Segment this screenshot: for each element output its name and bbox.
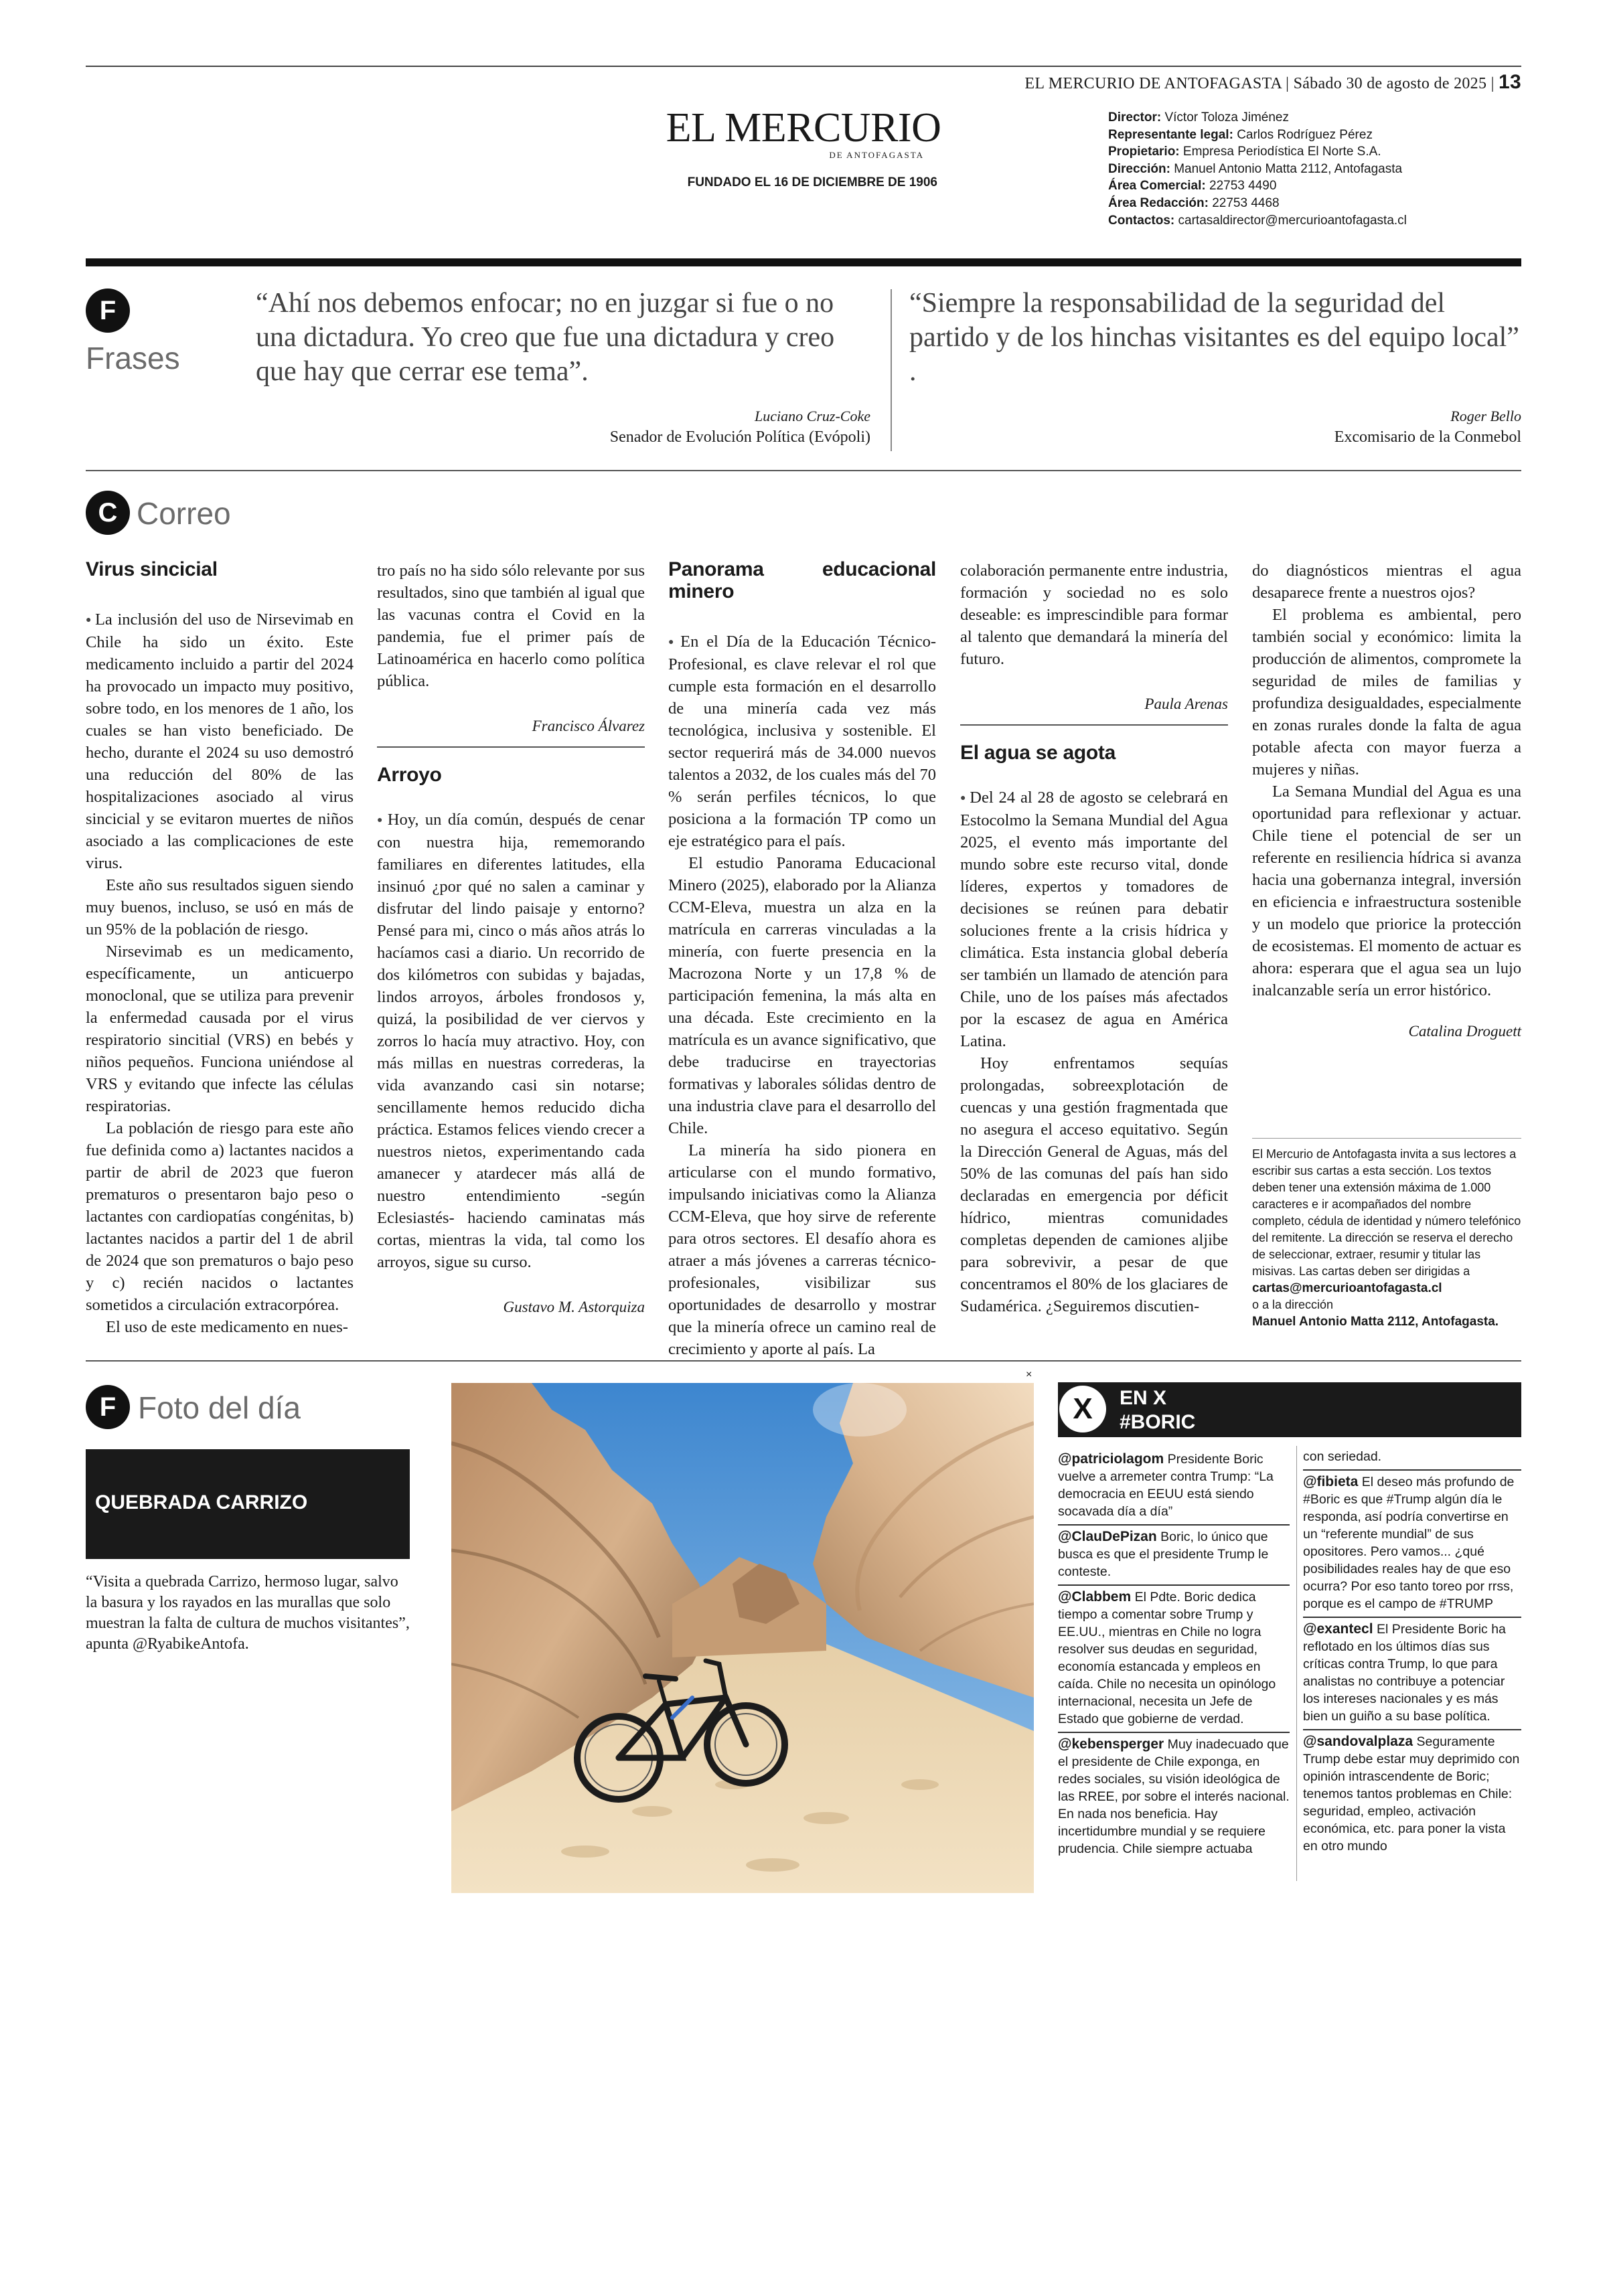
credit-line: Área Comercial: 22753 4490 (1108, 179, 1277, 193)
masthead (629, 107, 978, 190)
credit-line: Director: Víctor Toloza Jiménez (1108, 110, 1289, 125)
tweet (1058, 1732, 1290, 1858)
letter-paragraph: Este año sus resultados siguen siendo muy buenos, incluso, se usó en más de un 95% de la población de riesgo. (86, 876, 354, 938)
tweet-user[interactable]: @ClauDePizan (1058, 1529, 1157, 1544)
tweet-user[interactable]: @patriciolagom (1058, 1451, 1164, 1467)
letter-heading: El agua se agota (960, 742, 1116, 764)
tweet (1058, 1584, 1290, 1728)
folio-text: EL MERCURIO DE ANTOFAGASTA | Sábado 30 de agosto de 2025 | (1024, 75, 1495, 92)
correo-title: Correo (137, 496, 231, 531)
letter-paragraph: Hoy enfrentamos sequías prolongadas, sobreexplotación de cuencas y una gestión fragmentada que no asegura el acceso equitativo. Según la Dirección General de Aguas, más del 50% de las comunas del país han sido declaradas en emergencia por déficit hídrico, mientras comunidades completas dependen de camiones aljibe para sobrevivir, a pesar de que concentramos el 80% de los glaciares de Sudamérica. ¿Seguiremos discutien- (960, 1054, 1228, 1315)
letter-paragraph: El estudio Panorama Educacional Minero (2025), elaborado por la Alianza CCM-Eleva, muestra un alza en la matrícula en carreras vinculadas a la minería, con fuerte presencia en la Macrozona Norte y un 17,8 % de participación femenina, la más alta en una década. Este crecimiento en la matrícula es un avance significativo, que debe traducirse en trayectorias formativas y laborales sólidas dentro de una industria clave para el desarrollo del Chile. (668, 854, 937, 1137)
letter-paragraph: ● Hoy, un día común, después de cenar con nuestra hija, rememorando familiares en diferentes latitudes, ella insinuó ¿por qué no salen a caminar y disfrutar del lindo paisaje y entorno? Pensé para mi, cinco o más años atrás lo hacíamos casi a diario. Un recorrido de dos kilómetros con subidas y bajadas, lindos arroyos, árboles frondosos y, quizá, la posibilidad de ver ciervos y zorros lo hacía muy atractivo. Hoy, con más millas en nuestras correderas, la vida avanzando casi sin notarse; sencillamente hemos reducido dicha práctica. Estamos felices viendo crecer a nuestros nietos, experimentando cada amanecer y atardecer más allá de nuestro entendimiento -según Eclesiastés- haciendo caminatas más cortas, mientras la vida, tal como los arroyos, sigue su curso. (377, 809, 645, 1273)
letters-invitation (1252, 1146, 1521, 1330)
tweets-column-1 (1058, 1448, 1290, 1858)
letter-paragraph: La población de riesgo para este año fue definida como a) lactantes nacidos a partir de abril de 2023 que fueron prematuros o presentaron bajo peso o lactantes con cardiopatías congénitas, b) lactantes nacidos a partir del 1 de abril de 2024 que son prematuros o bajo peso y c) recién nacidos o lactantes sometidos a circulación extracorpórea. (86, 1119, 354, 1314)
tweet-text: Presidente Boric vuelve a arremeter contra Trump: “La democracia en EEUU está siendo socavada día a día” (1058, 1452, 1274, 1519)
enx-header (1058, 1382, 1521, 1437)
tweet-text: Boric, lo único que busca es que el presidente Trump le conteste. (1058, 1530, 1269, 1579)
letter-paragraph: La Semana Mundial del Agua es una oportunidad para reflexionar y actuar. Chile tiene el potencial de ser un referente en resiliencia hídrica si avanza hacia una gobernanza integral, inversión en eficiencia e infraestructura sostenible y un modelo que priorice la protección de ecosistemas. El momento de actuar es ahora: esperara que el agua sea un lujo inalcanzable sería un error histórico. (1252, 783, 1521, 999)
foto-title: Foto del día (138, 1390, 301, 1425)
tweet-user[interactable]: @sandovalplaza (1303, 1734, 1413, 1749)
tweet (1303, 1469, 1521, 1613)
letter-paragraph: El problema es ambiental, pero también social y económico: limita la producción de alimentos, compromete la seguridad de miles de familias y profundiza desigualdades, especialmente en zonas rurales donde la falta de agua potable afecta con mayor fuerza a mujeres y niñas. (1252, 606, 1521, 778)
tweets-column-2 (1303, 1448, 1521, 1855)
invite-email[interactable]: cartas@mercurioantofagasta.cl (1252, 1281, 1442, 1295)
letter-paragraph: ● En el Día de la Educación Técnico-Profesional, es clave relevar el rol que cumple esta formación en el desarrollo de una minería cada vez más tecnológica, inclusiva y sostenible. El sector requerirá más de 34.000 nuevos talentos a 2032, de los cuales más del 70 % serán perfiles técnicos, lo que posiciona a la formación TP como un eje estratégico para el país. (668, 631, 936, 852)
photo-of-the-day (451, 1383, 1034, 1893)
quote-separator (891, 289, 892, 451)
frases-title: Frases (86, 341, 180, 376)
credit-line: Área Redacción: 22753 4468 (1108, 195, 1280, 210)
tweet (1303, 1729, 1521, 1855)
letter-signature: Francisco Álvarez (532, 718, 645, 734)
section-rule (86, 470, 1521, 471)
photo-caption-title: QUEBRADA CARRIZO (95, 1491, 308, 1513)
letter-paragraph: El uso de este medicamento en nues- (106, 1318, 348, 1336)
tweet-user[interactable]: @Clabbem (1058, 1589, 1132, 1605)
correo-badge: C (86, 491, 130, 535)
credit-line: Representante legal: Carlos Rodríguez Pérez (1108, 127, 1373, 142)
quote-text: “Ahí nos debemos enfocar; no en juzgar si fue o no una dictadura. Yo creo que fue una dictadura y creo que hay que cerrar ese tema”. (256, 288, 835, 387)
tweet (1303, 1617, 1521, 1725)
tweet (1058, 1448, 1290, 1520)
top-rule (86, 66, 1521, 67)
letter-signature: Catalina Droguett (1408, 1023, 1521, 1040)
credit-line: Dirección: Manuel Antonio Matta 2112, Antofagasta (1108, 161, 1403, 176)
letter-paragraph: La minería ha sido pionera en articularse con el mundo formativo, impulsando iniciativas como la Alianza CCM-Eleva, que hoy sirve de referente para otros sectores. El desafío ahora es atraer a más jóvenes a carreras técnico-profesionales, visibilizar sus oportunidades de desarrollo y mostrar que la minería ofrece un camino real de crecimiento y aporte al país. La (668, 1141, 936, 1358)
tweet-text: El deseo más profundo de #Boric es que #Trump algún día le responda, así podría convertirse en un “referente mundial” de sus opositores. Pero vamos... ¿qué posibilidades reales hay de que eso ocurra? Por eso tanto toreo por rrss, porque es el campo de #TRUMP (1303, 1475, 1515, 1611)
invite-text: El Mercurio de Antofagasta invita a sus lectores a escribir sus cartas a esta sección. Los textos deben tener una extensión máxima de 1.000 caracteres e ir acompañados del nombre completo, cédula de identidad y número telefónico del remitente. La dirección se reserva el derecho de seleccionar, extraer, resumir y titular las misivas. Las cartas deben ser dirigidas a (1252, 1147, 1521, 1278)
tweet (1058, 1524, 1290, 1580)
letter-paragraph: colaboración permanente entre industria, formación y sociedad no es solo deseable: es imprescindible para formar al talento que demandará la minería del futuro. (960, 562, 1228, 668)
page-number: 13 (1499, 71, 1521, 93)
letter-column-1 (86, 558, 354, 1338)
invite-address: Manuel Antonio Matta 2112, Antofagasta. (1252, 1315, 1499, 1329)
tweet-text: El Presidente Boric ha reflotado en los últimos días sus críticas contra Trump, lo que para analistas no contribuye a potenciar los intereses nacionales y es más bien un guiño a su base política. (1303, 1622, 1506, 1724)
quote-text: “Siempre la responsabilidad de la seguridad del partido y de los hinchas visitantes es del equipo local” . (909, 288, 1519, 387)
photo-caption-box (86, 1449, 410, 1559)
letter-column-5 (1252, 560, 1521, 1042)
letter-paragraph: do diagnósticos mientras el agua desaparece frente a nuestros ojos? (1252, 562, 1521, 602)
letter-column-3 (668, 558, 936, 1360)
close-icon[interactable]: × (1026, 1369, 1032, 1380)
photo-caption-text: “Visita a quebrada Carrizo, hermoso lugar, salvo la basura y los rayados en las murallas que solo muestran la falta de cultura de muchos visitantes”, apunta @RyabikeAntofa. (86, 1573, 410, 1653)
invite-or: o a la dirección (1252, 1298, 1334, 1311)
tweet-user[interactable]: @exantecl (1303, 1621, 1373, 1637)
credit-line: Contactos: cartasaldirector@mercurioantofagasta.cl (1108, 213, 1407, 228)
tweets-separator (1296, 1446, 1297, 1881)
quote-role: Senador de Evolución Política (Evópoli) (609, 428, 870, 446)
staff-credits (1108, 109, 1407, 229)
x-logo-icon: X (1059, 1386, 1106, 1432)
tweet-user[interactable]: @kebensperger (1058, 1736, 1164, 1752)
letter-heading: Arroyo (377, 764, 442, 786)
invite-rule (1252, 1138, 1521, 1139)
letter-heading: Virus sincicial (86, 558, 218, 580)
credit-line: Propietario: Empresa Periodística El Norte S.A. (1108, 145, 1381, 159)
logo-subtitle: DE ANTOFAGASTA (829, 150, 924, 160)
tweet-text: El Pdte. Boric dedica tiempo a comentar sobre Trump y EE.UU., mientras en Chile no logra resolver sus deudas en seguridad, economía estancada y empleos en caída. Chile no necesita un opinólogo internacional, necesita un Jefe de Estado que gobierne de verdad. (1058, 1590, 1276, 1726)
letter-paragraph: ● Del 24 al 28 de agosto se celebrará en Estocolmo la Semana Mundial del Agua 2025, el evento más importante del mundo sobre este recurso vital, donde líderes, expertos y tomadores de decisiones se reúnen para debatir soluciones frente a la crisis hídrica y climática. Esta instancia global debería ser también un llamado de atención para Chile, uno de los países más afectados por la escasez de agua en América Latina. (960, 787, 1228, 1052)
tweet-continuation: con seriedad. (1303, 1449, 1382, 1464)
foto-badge: F (86, 1385, 130, 1429)
quote-author: Luciano Cruz-Coke (755, 408, 870, 424)
enx-title: EN X #BORIC (1120, 1387, 1196, 1433)
quote-role: Excomisario de la Conmebol (1334, 428, 1521, 446)
section-divider (86, 258, 1521, 266)
letter-signature: Gustavo M. Astorquiza (503, 1299, 645, 1315)
tweet-text: Seguramente Trump debe estar muy deprimido con opinión intrascendente de Boric; tenemos tantos problemas en Chile: seguridad, empleo, activación económica, etc. para poner la vista en otro mundo (1303, 1734, 1520, 1854)
tweet-user[interactable]: @fibieta (1303, 1474, 1359, 1489)
frases-badge: F (86, 289, 130, 333)
letter-signature: Paula Arenas (1144, 695, 1228, 712)
letter-paragraph: tro país no ha sido sólo relevante por sus resultados, sino que también al igual que las vacunas contra el Covid en la pandemia, fue el primer país de Latinoamérica en hacerlo como política pública. (377, 562, 645, 690)
letter-column-2 (377, 560, 645, 1318)
canyon-bike-photo (451, 1383, 1034, 1893)
tweet-text: Muy inadecuado que el presidente de Chile exponga, en redes sociales, su visión ideológica de las RREE, por sobre el interés nacional. En nada nos beneficia. Hay incertidumbre mundial y se requiere prudencia. Chile siempre actuaba (1058, 1737, 1290, 1856)
section-rule (86, 1360, 1521, 1362)
letter-heading: Panorama educacional minero (668, 558, 936, 602)
newspaper-logo: EL MERCURIO (666, 105, 941, 151)
folio (1024, 71, 1521, 94)
quote-author: Roger Bello (1450, 408, 1521, 424)
letter-paragraph: Nirsevimab es un medicamento, específicamente, un anticuerpo monoclonal, que se utiliza para prevenir la enfermedad causada por el virus respiratorio sincitial (VRS) en bebés y niños pequeños. Funciona uniéndose al VRS y evitando que infecte las células respiratorias. (86, 942, 354, 1115)
letter-paragraph: ● La inclusión del uso de Nirsevimab en Chile ha sido un éxito. Este medicamento incluido a partir del 2024 ha provocado un impacto muy positivo, sobre todo, en los menores de 1 año, los cuales se han visto beneficiado. De hecho, durante el 2024 su uso demostró una reducción del 80% de las hospitalizaciones asociado al virus sincicial y se evitaron muertes de niños asociado a las complicaciones de este virus. (86, 608, 354, 874)
founded-line: FUNDADO EL 16 DE DICIEMBRE DE 1906 (687, 175, 937, 189)
letter-column-4 (960, 560, 1228, 1317)
